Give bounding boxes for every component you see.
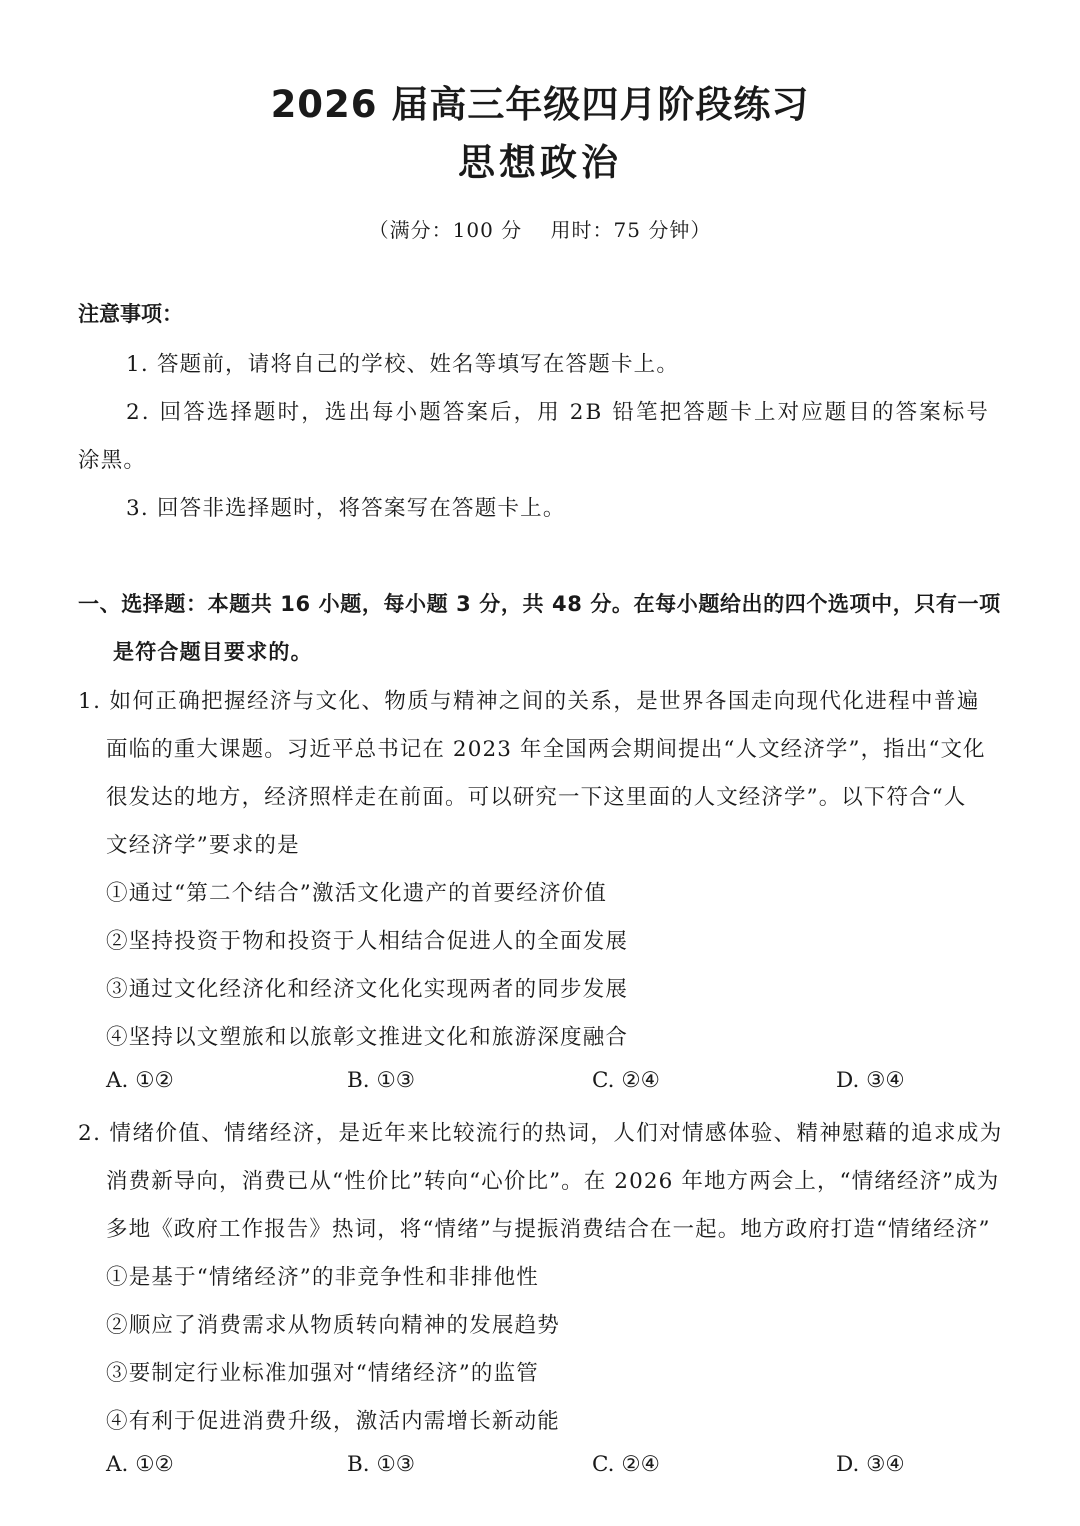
- q2-stem-line-2: 消费新导向，消费已从“性价比”转向“心价比”。在 2026 年地方两会上，“情绪经济”成为: [106, 1169, 1000, 1194]
- q1-statement-3: ③通过文化经济化和经济文化化实现两者的同步发展: [106, 977, 629, 1002]
- q2-statement-4: ④有利于促进消费升级，激活内需增长新动能: [106, 1409, 561, 1434]
- notes-heading: 注意事项：: [78, 302, 183, 326]
- section-heading: 一、选择题：本题共 16 小题，每小题 3 分，共 48 分。在每小题给出的四个选项中，只有一项: [78, 592, 1001, 616]
- q2-option-b: B. ①③: [347, 1452, 416, 1477]
- q1-option-c: C. ②④: [592, 1068, 660, 1093]
- q1-stem-line-1: 1. 如何正确把握经济与文化、物质与精神之间的关系，是世界各国走向现代化进程中普遍: [78, 689, 980, 714]
- q1-stem-line-4: 文经济学”要求的是: [106, 833, 300, 858]
- note-item-1: 1. 答题前，请将自己的学校、姓名等填写在答题卡上。: [126, 352, 680, 377]
- exam-title: 2026 届高三年级四月阶段练习: [270, 83, 810, 126]
- q2-option-d: D. ③④: [836, 1452, 905, 1477]
- note-item-2: 2. 回答选择题时，选出每小题答案后，用 2B 铅笔把答题卡上对应题目的答案标号: [126, 400, 990, 425]
- note-item-2-cont: 涂黑。: [78, 448, 147, 473]
- exam-info: （满分：100 分 用时：75 分钟）: [368, 218, 712, 242]
- q1-option-b: B. ①③: [347, 1068, 416, 1093]
- q2-statement-1: ①是基于“情绪经济”的非竞争性和非排他性: [106, 1265, 539, 1290]
- q2-statement-3: ③要制定行业标准加强对“情绪经济”的监管: [106, 1361, 539, 1386]
- q1-statement-1: ①通过“第二个结合”激活文化遗产的首要经济价值: [106, 881, 608, 906]
- q1-stem-line-2: 面临的重大课题。习近平总书记在 2023 年全国两会期间提出“人文经济学”，指出“文化: [106, 737, 986, 762]
- q1-statement-4: ④坚持以文塑旅和以旅彰文推进文化和旅游深度融合: [106, 1025, 629, 1050]
- note-item-3: 3. 回答非选择题时，将答案写在答题卡上。: [126, 496, 566, 521]
- q1-statement-2: ②坚持投资于物和投资于人相结合促进人的全面发展: [106, 929, 629, 954]
- q1-option-a: A. ①②: [106, 1068, 174, 1093]
- q2-option-c: C. ②④: [592, 1452, 660, 1477]
- q2-option-a: A. ①②: [106, 1452, 174, 1477]
- q1-option-d: D. ③④: [836, 1068, 905, 1093]
- section-heading-cont: 是符合题目要求的。: [113, 640, 313, 664]
- subject-title: 思想政治: [458, 141, 622, 184]
- q2-stem-line-3: 多地《政府工作报告》热词，将“情绪”与提振消费结合在一起。地方政府打造“情绪经济”: [106, 1217, 991, 1242]
- q1-stem-line-3: 很发达的地方，经济照样走在前面。可以研究一下这里面的人文经济学”。以下符合“人: [106, 785, 967, 810]
- q2-stem-line-1: 2. 情绪价值、情绪经济，是近年来比较流行的热词，人们对情感体验、精神慰藉的追求成为: [78, 1121, 1003, 1146]
- q2-statement-2: ②顺应了消费需求从物质转向精神的发展趋势: [106, 1313, 561, 1338]
